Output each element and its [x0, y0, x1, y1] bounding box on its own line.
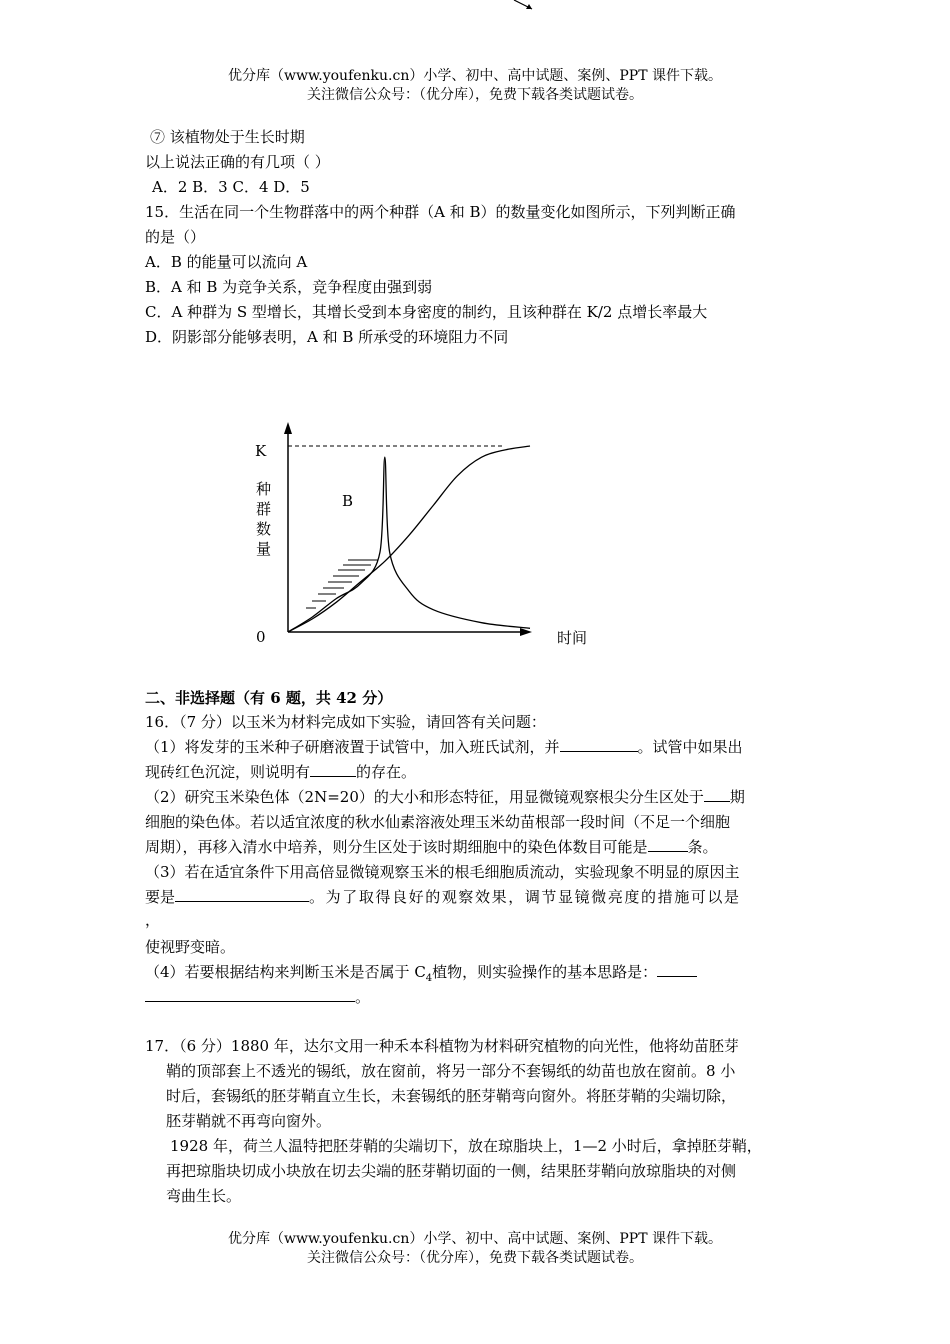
q15-stem-2: 的是（） [145, 228, 206, 246]
q17-line-4: 胚芽鞘就不再弯向窗外。 [166, 1112, 332, 1130]
q14-item-7: ⑦ 该植物处于生长时期 [150, 128, 305, 146]
answer-blank[interactable] [560, 737, 638, 752]
section-2-title: 二、非选择题（有 6 题，共 42 分） [145, 689, 393, 707]
y-label-2: 群 [256, 500, 272, 518]
y-label-3: 数 [256, 520, 272, 538]
answer-blank[interactable] [310, 762, 356, 777]
q14-options: A．2 B．3 C．4 D．5 [152, 178, 310, 196]
y-label-4: 量 [256, 540, 272, 558]
arrow-fragment-icon [510, 0, 540, 16]
q14-question: 以上说法正确的有几项（ ） [145, 153, 330, 171]
q16-part-3-line-2: 要是 。为了取得良好的观察效果，调节显镜微亮度的措施可以是 [145, 888, 741, 906]
q16-part-4-line-1: （4）若要根据结构来判断玉米是否属于 $C_4$植物，则实验操作的基本思路是： [145, 962, 697, 989]
q15-stem-1: 15．生活在同一个生物群落中的两个种群（A 和 B）的数量变化如图所示，下列判断正确 [145, 203, 736, 221]
q15-option-d: D．阴影部分能够表明，A 和 B 所承受的环境阻力不同 [145, 328, 509, 346]
answer-blank[interactable] [704, 787, 730, 802]
q16-part-2-line-2: 细胞的染色体。若以适宜浓度的秋水仙素溶液处理玉米幼苗根部一段时间（不足一个细胞 [145, 813, 731, 831]
answer-blank[interactable] [657, 962, 697, 977]
curve-b [288, 457, 530, 632]
footer-line-2: 关注微信公众号：（优分库），免费下载各类试题试卷。 [307, 1250, 643, 1266]
q17-line-2: 鞘的顶部套上不透光的锡纸，放在窗前，将另一部分不套锡纸的幼苗也放在窗前。8 小 [166, 1062, 736, 1080]
q17-line-3: 时后，套锡纸的胚芽鞘直立生长，未套锡纸的胚芽鞘弯向窗外。将胚芽鞘的尖端切除， [166, 1087, 737, 1105]
b-label: B [342, 492, 354, 510]
k-label: K [255, 442, 267, 460]
q16-part-3-line-4: 使视野变暗。 [145, 938, 236, 956]
answer-blank[interactable] [648, 837, 688, 852]
footer-line-1: 优分库（www.youfenku.cn）小学、初中、高中试题、案例、PPT 课件下载。 [227, 1231, 722, 1247]
q15-option-b: B．A 和 B 为竞争关系，竞争程度由强到弱 [145, 278, 433, 296]
q16-part-2-line-3: 周期），再移入清水中培养，则分生区处于该时期细胞中的染色体数目可能是 条。 [145, 838, 718, 856]
q16-part-2-line-1: （2）研究玉米染色体（2N=20）的大小和形态特征，用显微镜观察根尖分生区处于 期 [145, 788, 745, 806]
header-line-2: 关注微信公众号：（优分库），免费下载各类试题试卷。 [307, 87, 643, 103]
q16-part-3-line-3: ， [145, 911, 161, 929]
population-figure [240, 410, 610, 655]
q15-option-a: A．B 的能量可以流向 A [145, 253, 308, 271]
curve-a [288, 446, 530, 632]
q16-part-3-line-1: （3）若在适宜条件下用高倍显微镜观察玉米的根毛细胞质流动，实验现象不明显的原因主 [145, 863, 740, 881]
q17-line-5: 1928 年，荷兰人温特把胚芽鞘的尖端切下，放在琼脂块上，1—2 小时后，拿掉胚芽鞘， [170, 1137, 762, 1155]
answer-blank[interactable] [175, 887, 309, 902]
x-label: 时间 [557, 629, 588, 647]
q15-option-c: C．A 种群为 S 型增长，其增长受到本身密度的制约，且该种群在 K/2 点增长率最大 [145, 303, 708, 321]
q16-stem: 16．（7 分）以玉米为材料完成如下实验，请回答有关问题： [145, 713, 546, 731]
q17-line-7: 弯曲生长。 [166, 1187, 242, 1205]
header-line-1: 优分库（www.youfenku.cn）小学、初中、高中试题、案例、PPT 课件下载。 [227, 68, 722, 84]
q17-line-1: 17．（6 分）1880 年，达尔文用一种禾本科植物为材料研究植物的向光性，他将幼苗胚芽 [145, 1037, 739, 1055]
q16-part-1-line-2: 现砖红色沉淀，则说明有 的存在。 [145, 763, 417, 781]
y-axis-arrow [284, 422, 292, 434]
q16-part-4-line-2: 。 [145, 987, 370, 1007]
answer-blank[interactable] [145, 987, 355, 1002]
shaded-region [306, 560, 378, 608]
x-axis-arrow [520, 628, 532, 636]
q16-part-1-line-1: （1）将发芽的玉米种子研磨液置于试管中，加入班氏试剂，并 。试管中如果出 [145, 738, 743, 756]
y-label-1: 种 [256, 480, 272, 498]
origin-label: 0 [256, 628, 266, 646]
q17-line-6: 再把琼脂块切成小块放在切去尖端的胚芽鞘切面的一侧，结果胚芽鞘向放琼脂块的对侧 [166, 1162, 737, 1180]
